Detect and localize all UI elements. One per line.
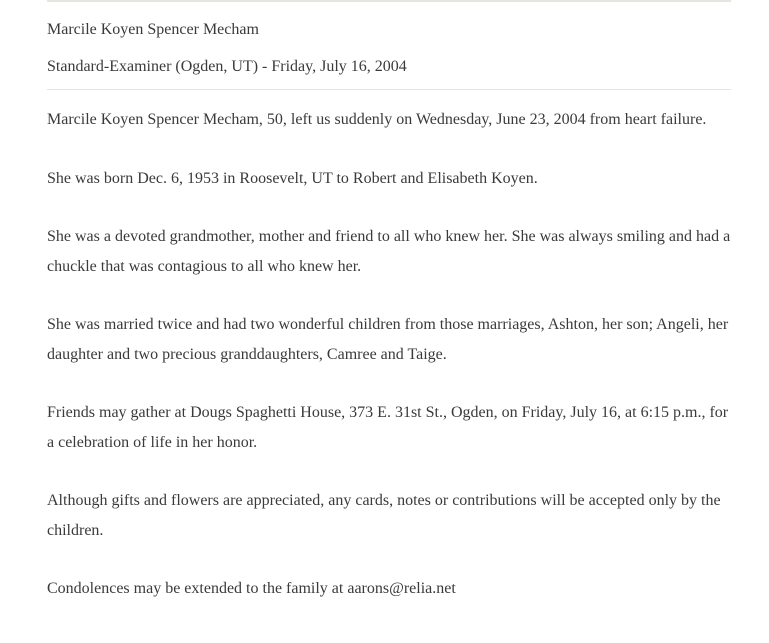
paragraph-condolences: Condolences may be extended to the family at aarons@relia.net bbox=[47, 580, 456, 597]
paragraph-gifts: Although gifts and flowers are appreciated, any cards, notes or contributions will be accepted only by the children. bbox=[47, 492, 721, 539]
paragraph-death-notice: Marcile Koyen Spencer Mecham, 50, left us suddenly on Wednesday, June 23, 2004 from heart failure. bbox=[47, 111, 707, 128]
top-divider bbox=[47, 0, 731, 2]
obituary-body bbox=[47, 105, 731, 604]
paragraph-birth: She was born Dec. 6, 1953 in Roosevelt, UT to Robert and Elisabeth Koyen. bbox=[47, 169, 538, 187]
header-divider bbox=[47, 89, 731, 90]
obituary-name: Marcile Koyen Spencer Mecham bbox=[47, 21, 259, 38]
publication-source-line: Standard-Examiner (Ogden, UT) - Friday, July 16, 2004 bbox=[47, 58, 407, 75]
paragraph-character: She was a devoted grandmother, mother and friend to all who knew her. She was always smiling and had a chuckle that was contagious to all who knew her. bbox=[47, 228, 731, 275]
obituary-page bbox=[47, 0, 731, 604]
paragraph-gathering: Friends may gather at Dougs Spaghetti House, 373 E. 31st St., Ogden, on Friday, July 16, at 6:15 p.m., for a celebration of life in her honor. bbox=[47, 404, 729, 451]
paragraph-family: She was married twice and had two wonderful children from those marriages, Ashton, her son; Angeli, her daughter and two precious granddaughters, Camree and Taige. bbox=[47, 316, 729, 363]
